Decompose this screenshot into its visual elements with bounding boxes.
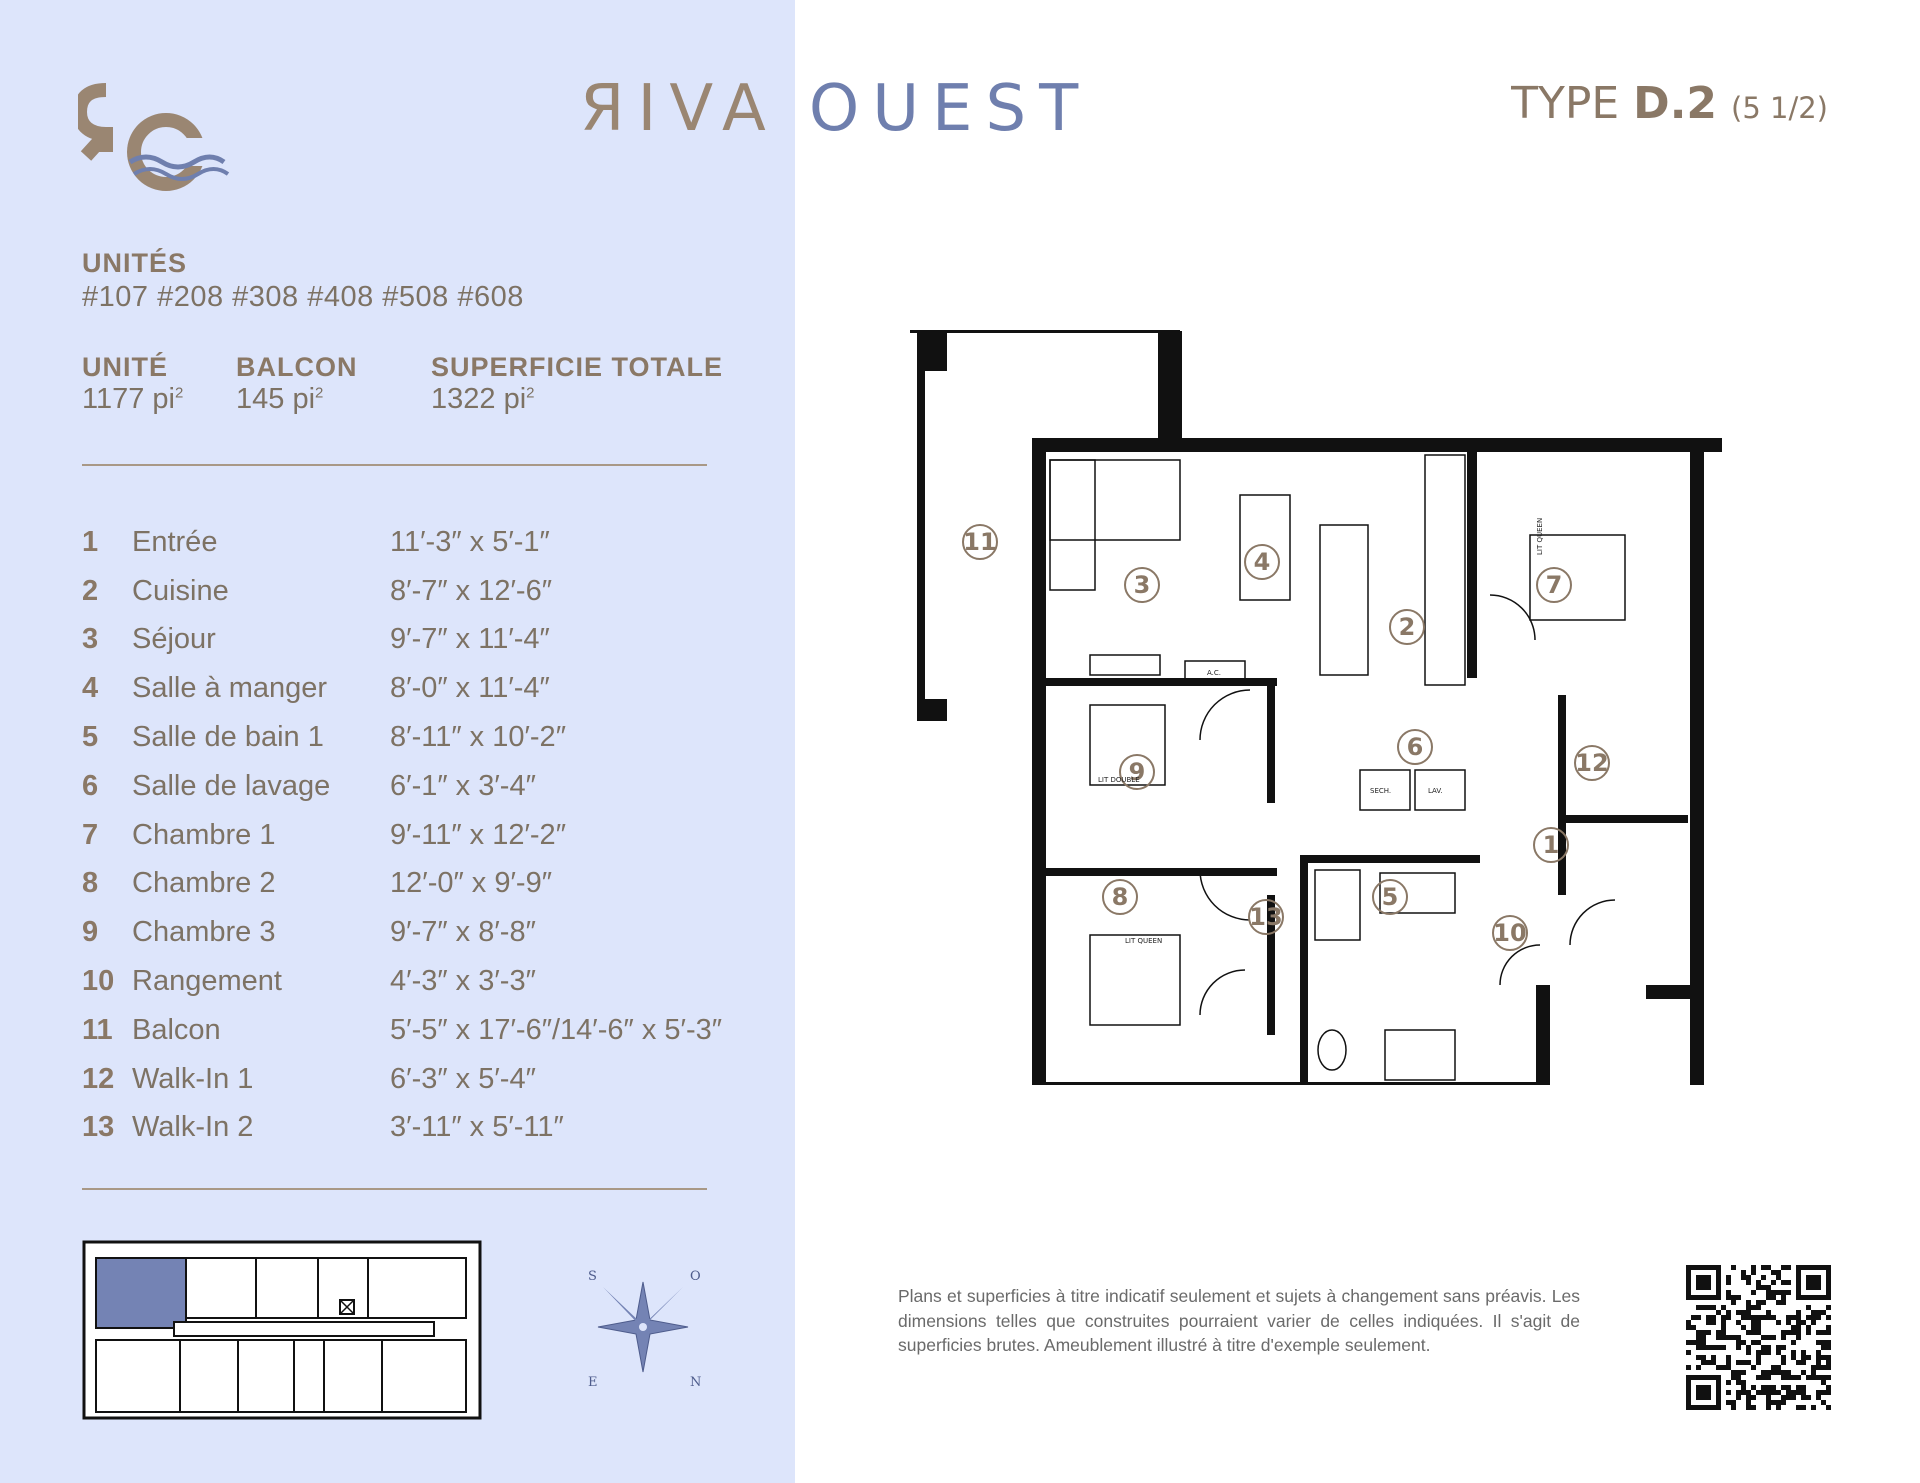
room-name: Salle de bain 1 [132,721,324,754]
room-number: 7 [82,818,99,851]
room-row [82,957,782,1006]
room-list [82,518,782,1152]
room-dimensions: 8′-7″ x 12′-6″ [390,574,552,607]
room-row [82,567,782,616]
compass-e: E [588,1375,598,1390]
units-label: UNITÉS [82,248,188,278]
qr-code[interactable] [1686,1265,1831,1410]
vanity [1385,1030,1455,1080]
disclaimer-text: Plans et superficies à titre indicatif seulement et sujets à changement sans préavis. Les dimensions telles que construites pourraient varier de celles indiquées. Il s'agit de superficies brutes. Ameublement illustré à titre d'exemple seulement. [898,1286,1580,1355]
room-dimensions: 5′-5″ x 17′-6″/14′-6″ x 5′-3″ [390,1013,723,1046]
plan-label-12: 12 [1575,749,1609,777]
room-dimensions: 6′-3″ x 5′-4″ [390,1062,536,1095]
room-name: Walk-In 1 [132,1062,254,1095]
unit-type-title [1511,78,1828,129]
room-number: 5 [82,721,99,754]
bed-label-queen-1: LIT QUEEN [1536,517,1544,555]
room-row [82,713,782,762]
room-number: 8 [82,867,99,900]
room-dimensions: 12′-0″ x 9′-9″ [390,867,552,900]
room-number: 1 [82,525,99,558]
room-dimensions: 4′-3″ x 3′-3″ [390,965,536,998]
room-row [82,664,782,713]
room-number: 13 [82,1111,115,1144]
total-size-block [431,352,723,416]
room-name: Salle à manger [132,672,328,705]
balcony-size-label: BALCON [236,352,358,382]
units-list: #107 #208 #308 #408 #508 #608 [82,281,524,313]
plan-label-4: 4 [1253,548,1271,576]
room-dimensions: 11′-3″ x 5′-1″ [390,525,550,558]
kitchen-counter [1425,455,1465,685]
room-name: Balcon [132,1013,221,1046]
brand-part-1: ЯIVA [580,72,779,146]
room-dimensions: 8′-0″ x 11′-4″ [390,672,550,705]
exterior-wall-top [1032,438,1722,452]
room-dimensions: 9′-7″ x 8′-8″ [390,916,536,949]
room-row [82,1006,782,1055]
ac-label: A.C. [1207,669,1222,677]
room-row [82,616,782,665]
unit-size-value: 1177 pi [82,383,175,415]
shower [1315,870,1360,940]
type-prefix: TYPE [1511,78,1620,129]
bed-label-queen-2: LIT QUEEN [1125,937,1163,945]
total-size-label: SUPERFICIE TOTALE [431,352,724,382]
unit-size-exp: 2 [175,384,184,402]
brand-logo [78,82,233,197]
balcony-size-block [236,352,358,416]
floor-plan [910,325,1810,1085]
room-number: 11 [82,1013,113,1046]
room-name: Chambre 2 [132,867,276,900]
room-name: Walk-In 2 [132,1111,254,1144]
divider-bottom [82,1188,707,1190]
divider-top [82,464,707,466]
room-dimensions: 9′-11″ x 12′-2″ [390,818,566,851]
room-row [82,762,782,811]
plan-label-2: 2 [1398,613,1416,641]
bed-2 [1090,935,1180,1025]
room-number: 2 [82,574,99,607]
building-key-plan [82,1240,482,1420]
room-row [82,908,782,957]
room-number: 4 [82,672,99,705]
compass-rose-icon [578,1262,708,1392]
plan-label-1: 1 [1542,831,1560,859]
plan-label-3: 3 [1133,571,1151,599]
bed-label-double: LIT DOUBLE [1098,776,1140,784]
room-name: Rangement [132,965,282,998]
total-size-value: 1322 pi [431,383,527,415]
room-name: Salle de lavage [132,769,331,802]
units-block [82,248,524,314]
total-size-exp: 2 [526,384,535,402]
compass-n: N [690,1375,702,1390]
bed-1 [1530,535,1625,620]
type-code: D.2 [1633,78,1718,129]
room-dimensions: 6′-1″ x 3′-4″ [390,769,536,802]
room-name: Cuisine [132,574,229,607]
balcony-size-value: 145 pi [236,383,316,415]
room-number: 10 [82,965,115,998]
room-name: Séjour [132,623,216,656]
plan-label-6: 6 [1406,733,1424,761]
dryer-label: SECH. [1370,787,1392,795]
toilet [1318,1030,1346,1070]
room-number: 3 [82,623,99,656]
room-dimensions: 9′-7″ x 11′-4″ [390,623,550,656]
type-suffix: (5 1/2) [1731,91,1828,125]
exterior-wall-left [1032,438,1046,1085]
compass-o: O [690,1269,701,1284]
unit-size-label: UNITÉ [82,352,168,382]
unit-size-block [82,352,183,416]
room-row [82,518,782,567]
highlighted-unit [96,1258,186,1328]
room-dimensions: 3′-11″ x 5′-11″ [390,1111,564,1144]
plan-label-5: 5 [1381,883,1399,911]
room-dimensions: 8′-11″ x 10′-2″ [390,721,566,754]
brand-part-2: OUEST [808,72,1092,146]
plan-label-8: 8 [1111,883,1129,911]
compass-s: S [588,1269,597,1284]
room-row [82,811,782,860]
balcony-size-exp: 2 [315,384,324,402]
plan-label-11: 11 [963,528,997,556]
exterior-wall-bottom [1032,1082,1537,1085]
room-name: Chambre 3 [132,916,276,949]
brand-title [580,72,1091,146]
room-number: 12 [82,1062,115,1095]
room-row [82,1055,782,1104]
kitchen-island [1320,525,1368,675]
room-number: 6 [82,769,99,802]
plan-label-7: 7 [1545,571,1563,599]
plan-label-13: 13 [1249,903,1283,931]
plan-label-10: 10 [1493,919,1527,947]
room-name: Entrée [132,525,218,558]
room-row [82,860,782,909]
plan-label-9: 9 [1128,758,1146,786]
room-number: 9 [82,916,99,949]
room-name: Chambre 1 [132,818,276,851]
room-row [82,1104,782,1153]
washer-label: LAV. [1428,787,1443,795]
